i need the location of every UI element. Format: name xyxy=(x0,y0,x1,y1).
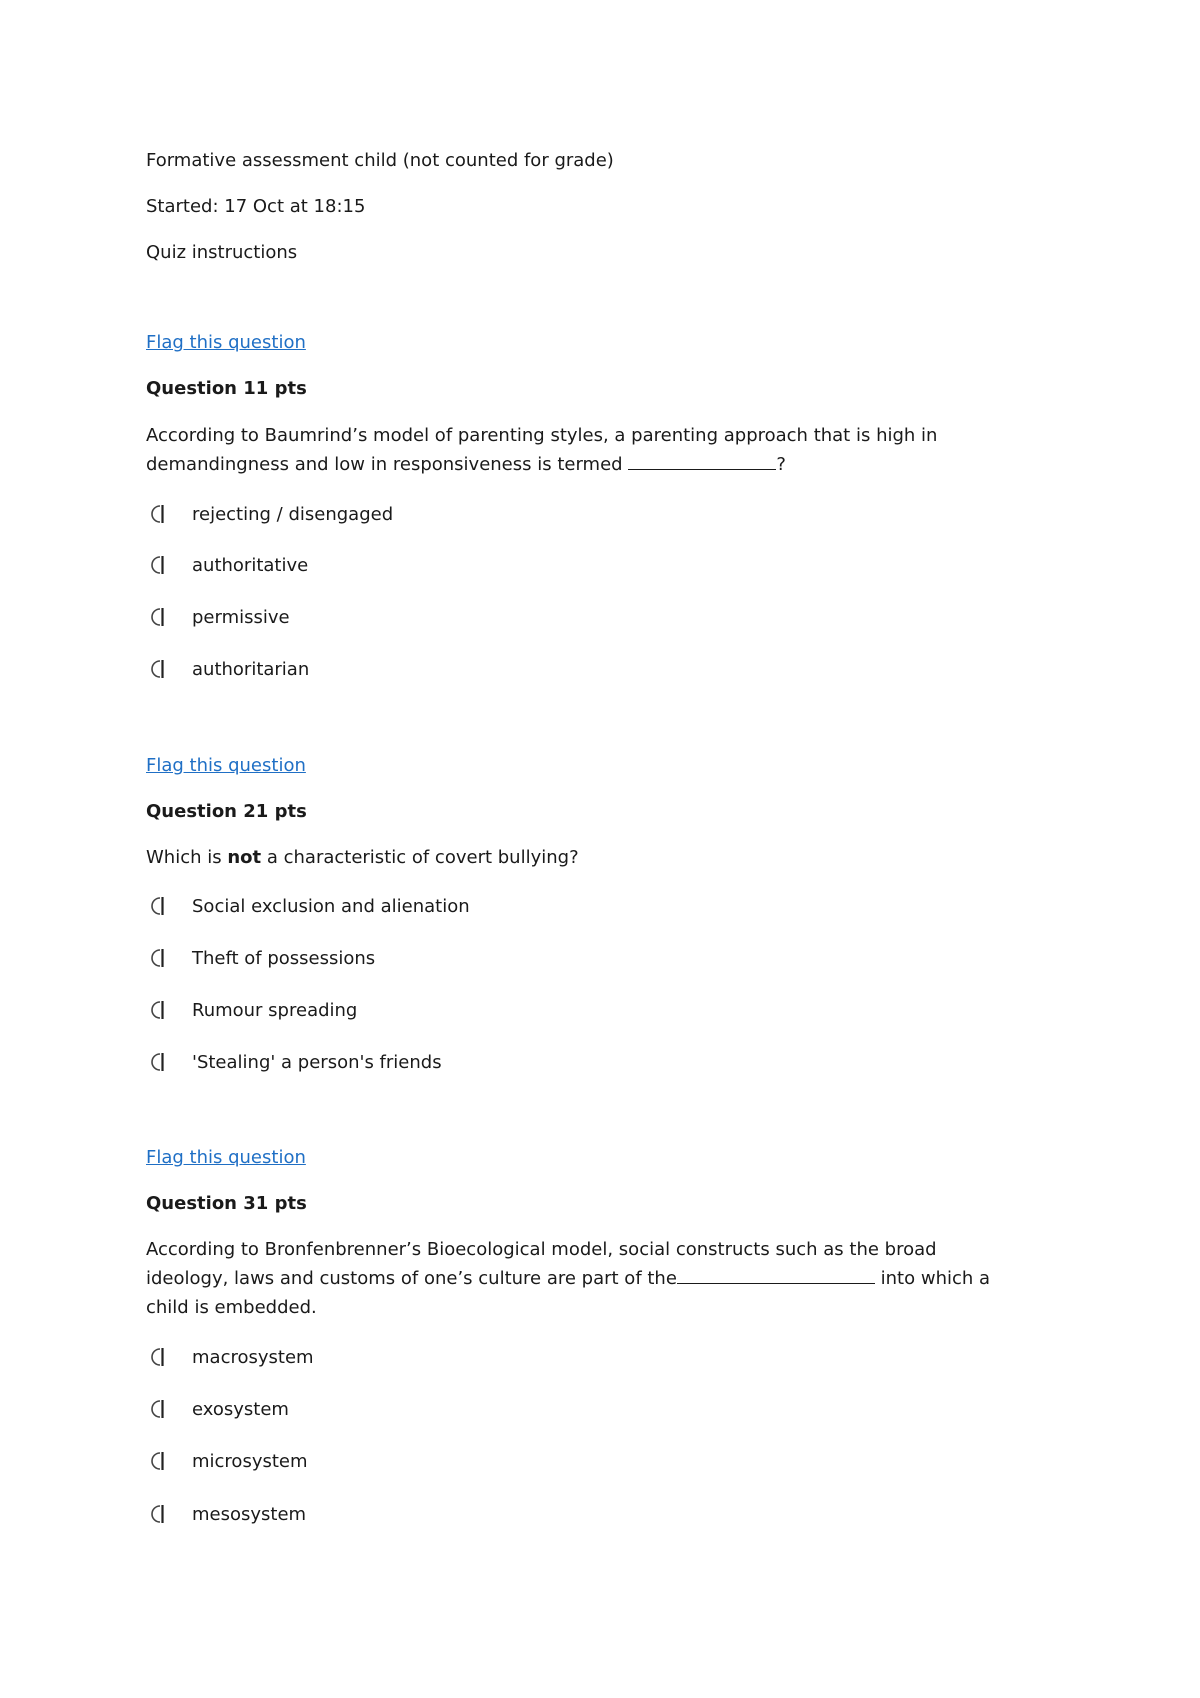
question-2-text-bold: not xyxy=(227,847,262,868)
flag-question-3-link[interactable]: Flag this question xyxy=(146,1147,306,1168)
answer-blank xyxy=(628,451,776,470)
question-1-text xyxy=(146,421,946,479)
option-label: Rumour spreading xyxy=(192,999,358,1021)
question-3-title: Question 31 pts xyxy=(146,1193,307,1214)
question-1-option-2[interactable] xyxy=(146,551,308,579)
question-2-option-4[interactable] xyxy=(146,1048,442,1076)
question-3-option-4[interactable] xyxy=(146,1500,306,1528)
question-2-option-1[interactable] xyxy=(146,892,470,920)
radio-button-icon[interactable] xyxy=(146,1346,166,1368)
option-label: authoritarian xyxy=(192,658,310,680)
radio-button-icon[interactable] xyxy=(146,947,166,969)
radio-button-icon[interactable] xyxy=(146,999,166,1021)
option-label: macrosystem xyxy=(192,1346,314,1368)
radio-button-icon[interactable] xyxy=(146,1398,166,1420)
question-2-text-after: a characteristic of covert bullying? xyxy=(261,847,579,868)
question-2-title: Question 21 pts xyxy=(146,801,307,822)
option-label: authoritative xyxy=(192,554,309,576)
option-label: Social exclusion and alienation xyxy=(192,895,470,917)
question-1-text-before: According to Baumrind’s model of parenting styles, a parenting approach that is high in demandingness and low in responsiveness is termed xyxy=(146,425,938,475)
radio-button-icon[interactable] xyxy=(146,1450,166,1472)
question-2-text xyxy=(146,843,1046,872)
answer-blank xyxy=(677,1265,875,1284)
question-2-text-before: Which is xyxy=(146,847,228,868)
radio-button-icon[interactable] xyxy=(146,554,166,576)
radio-button-icon[interactable] xyxy=(146,1051,166,1073)
question-1-option-4[interactable] xyxy=(146,655,309,683)
flag-question-1-link[interactable]: Flag this question xyxy=(146,332,306,353)
option-label: microsystem xyxy=(192,1450,308,1472)
question-3-text-after: into which a child is embedded. xyxy=(146,1268,991,1318)
radio-button-icon[interactable] xyxy=(146,503,166,525)
flag-question-2-link[interactable]: Flag this question xyxy=(146,755,306,776)
question-3-option-1[interactable] xyxy=(146,1343,314,1371)
question-1-title: Question 11 pts xyxy=(146,378,307,399)
question-1-text-after: ? xyxy=(776,454,786,475)
quiz-instructions[interactable]: Quiz instructions xyxy=(146,242,298,263)
started-timestamp: Started: 17 Oct at 18:15 xyxy=(146,196,366,217)
option-label: rejecting / disengaged xyxy=(192,503,394,525)
question-3-text xyxy=(146,1235,1021,1322)
radio-button-icon[interactable] xyxy=(146,658,166,680)
option-label: exosystem xyxy=(192,1398,289,1420)
option-label: 'Stealing' a person's friends xyxy=(192,1051,442,1073)
question-3-option-3[interactable] xyxy=(146,1447,308,1475)
question-2-option-2[interactable] xyxy=(146,944,375,972)
question-1-option-3[interactable] xyxy=(146,603,290,631)
quiz-title: Formative assessment child (not counted for grade) xyxy=(146,150,614,171)
radio-button-icon[interactable] xyxy=(146,1503,166,1525)
option-label: permissive xyxy=(192,606,290,628)
radio-button-icon[interactable] xyxy=(146,606,166,628)
question-2-option-3[interactable] xyxy=(146,996,357,1024)
radio-button-icon[interactable] xyxy=(146,895,166,917)
option-label: mesosystem xyxy=(192,1503,307,1525)
option-label: Theft of possessions xyxy=(192,947,376,969)
question-3-option-2[interactable] xyxy=(146,1395,289,1423)
question-1-option-1[interactable] xyxy=(146,500,393,528)
question-3-text-before: According to Bronfenbrenner’s Bioecological model, social constructs such as the broad ideology, laws and customs of one’s culture are part of the xyxy=(146,1239,937,1289)
